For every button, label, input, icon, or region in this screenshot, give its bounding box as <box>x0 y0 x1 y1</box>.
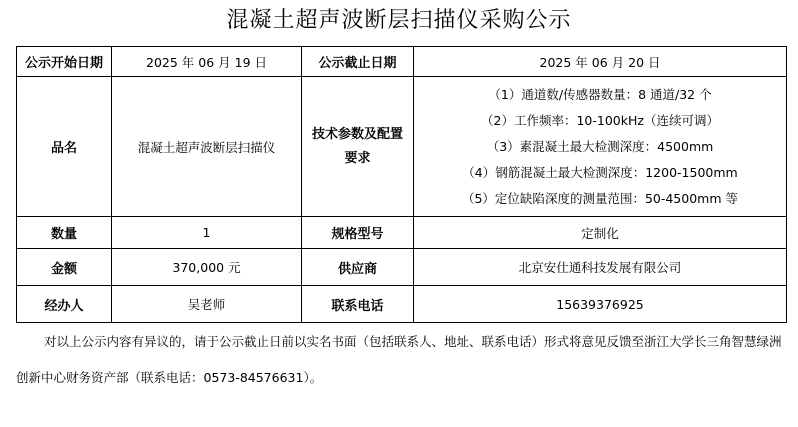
start-date-label: 公示开始日期 <box>17 47 112 77</box>
spec-item: （2）工作频率：10-100kHz（连续可调） <box>481 112 719 128</box>
amount-label: 金额 <box>17 249 112 286</box>
spec-item: （5）定位缺陷深度的测量范围：50-4500mm 等 <box>461 190 738 206</box>
quantity-label: 数量 <box>17 217 112 249</box>
product-value: 混凝土超声波断层扫描仪 <box>112 77 302 217</box>
model-value: 定制化 <box>414 217 787 249</box>
phone-label: 联系电话 <box>302 286 414 323</box>
spec-item: （1）通道数/传感器数量：8 通道/32 个 <box>488 86 712 102</box>
amount-value: 370,000 元 <box>112 249 302 286</box>
spec-list <box>414 77 787 217</box>
spec-item: （3）素混凝土最大检测深度：4500mm <box>486 138 714 154</box>
start-date-value: 2025 年 06 月 19 日 <box>112 47 302 77</box>
notice-table <box>16 46 787 323</box>
product-label: 品名 <box>17 77 112 217</box>
table-row <box>17 286 787 323</box>
handler-label: 经办人 <box>17 286 112 323</box>
model-label: 规格型号 <box>302 217 414 249</box>
end-date-value: 2025 年 06 月 20 日 <box>414 47 787 77</box>
objection-notice: 对以上公示内容有异议的，请于公示截止日前以实名书面（包括联系人、地址、联系电话）形式将意见反馈至浙江大学长三角智慧绿洲创新中心财务资产部（联系电话：0573-84576631）。 <box>16 334 782 385</box>
quantity-value: 1 <box>112 217 302 249</box>
table-row <box>17 217 787 249</box>
spec-label: 技术参数及配置要求 <box>302 77 414 217</box>
page-title: 混凝土超声波断层扫描仪采购公示 <box>226 8 572 33</box>
handler-value: 吴老师 <box>112 286 302 323</box>
end-date-label: 公示截止日期 <box>302 47 414 77</box>
table-row <box>17 77 787 217</box>
supplier-value: 北京安仕通科技发展有限公司 <box>414 249 787 286</box>
spec-item: （4）钢筋混凝土最大检测深度：1200-1500mm <box>462 164 738 180</box>
table-row <box>17 249 787 286</box>
table-row <box>17 47 787 77</box>
supplier-label: 供应商 <box>302 249 414 286</box>
phone-value: 15639376925 <box>414 286 787 323</box>
